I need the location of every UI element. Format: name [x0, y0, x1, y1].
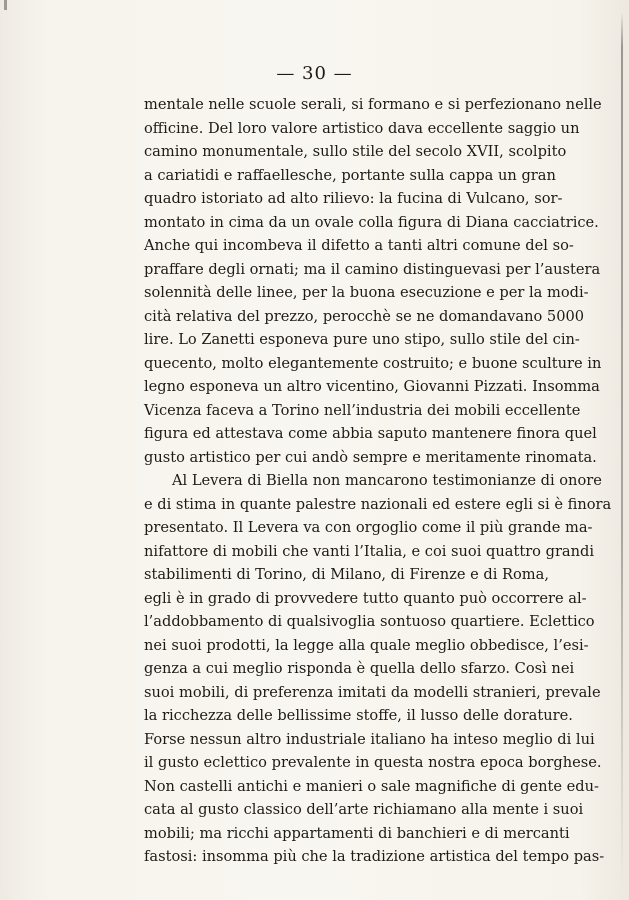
text-line: Non castelli antichi e manieri o sale magnifiche di gente edu-: [144, 777, 599, 795]
text-line: a cariatidi e raffaellesche, portante sulla cappa un gran: [144, 166, 556, 184]
paragraph: [144, 93, 602, 469]
text-line: officine. Del loro valore artistico dava eccellente saggio un: [144, 119, 580, 137]
text-line: nei suoi prodotti, la legge alla quale meglio obbedisce, l’esi-: [144, 636, 589, 654]
text-line: quadro istoriato ad alto rilievo: la fucina di Vulcano, sor-: [144, 190, 563, 207]
text-line: cità relativa del prezzo, perocchè se ne domandavano 5000: [144, 307, 585, 325]
text-line: cata al gusto classico dell’arte richiamano alla mente i suoi: [144, 801, 584, 818]
text-line: mobili; ma ricchi appartamenti di banchieri e di mercanti: [144, 824, 570, 842]
text-line: quecento, molto elegantemente costruito; e buone sculture in: [144, 354, 602, 372]
text-line: montato in cima da un ovale colla figura di Diana cacciatrice.: [144, 213, 599, 231]
text-line: la ricchezza delle bellissime stoffe, il lusso delle dorature.: [144, 707, 573, 724]
text-line: Forse nessun altro industriale italiano ha inteso meglio di lui: [144, 730, 595, 748]
paragraph: [144, 469, 612, 869]
text-line: suoi mobili, di preferenza imitati da modelli stranieri, prevale: [144, 683, 601, 701]
text-line: praffare degli ornati; ma il camino distinguevasi per l’austera: [144, 260, 601, 278]
text-line: fastosi: insomma più che la tradizione artistica del tempo pas-: [144, 848, 605, 865]
text-line: l’addobbamento di qualsivoglia sontuoso quartiere. Eclettico: [144, 613, 595, 630]
text-line: egli è in grado di provvedere tutto quanto può occorrere al-: [144, 589, 587, 607]
text-line: figura ed attestava come abbia saputo mantenere finora quel: [144, 425, 597, 442]
text-line: nifattore di mobili che vanti l’Italia, e coi suoi quattro grandi: [144, 542, 595, 560]
body-text: [144, 93, 612, 869]
text-line: presentato. Il Levera va con orgoglio come il più grande ma-: [144, 519, 593, 536]
text-line: Vicenza faceva a Torino nell’industria dei mobili eccellente: [144, 401, 581, 419]
text-line: gusto artistico per cui andò sempre e meritamente rinomata.: [144, 448, 597, 466]
text-line: il gusto eclettico prevalente in questa nostra epoca borghese.: [144, 754, 602, 771]
scan-mark: [4, 0, 7, 10]
page-number: — 30 —: [276, 63, 353, 84]
page-edge: [621, 12, 623, 887]
text-line: camino monumentale, sullo stile del secolo XVII, scolpito: [144, 143, 567, 160]
text-line: legno esponeva un altro vicentino, Giovanni Pizzati. Insomma: [144, 378, 600, 395]
text-line: mentale nelle scuole serali, si formano e si perfezionano nelle: [144, 96, 602, 113]
text-line: stabilimenti di Torino, di Milano, di Firenze e di Roma,: [144, 566, 549, 583]
text-line: Anche qui incombeva il difetto a tanti altri comune del so-: [144, 237, 574, 254]
text-line: solennità delle linee, per la buona esecuzione e per la modi-: [144, 284, 589, 301]
text-line: Al Levera di Biella non mancarono testimonianze di onore: [172, 472, 602, 489]
text-line: lire. Lo Zanetti esponeva pure uno stipo, sullo stile del cin-: [144, 331, 580, 348]
text-line: e di stima in quante palestre nazionali ed estere egli si è finora: [144, 495, 612, 513]
text-line: genza a cui meglio risponda è quella dello sfarzo. Così nei: [144, 660, 575, 677]
